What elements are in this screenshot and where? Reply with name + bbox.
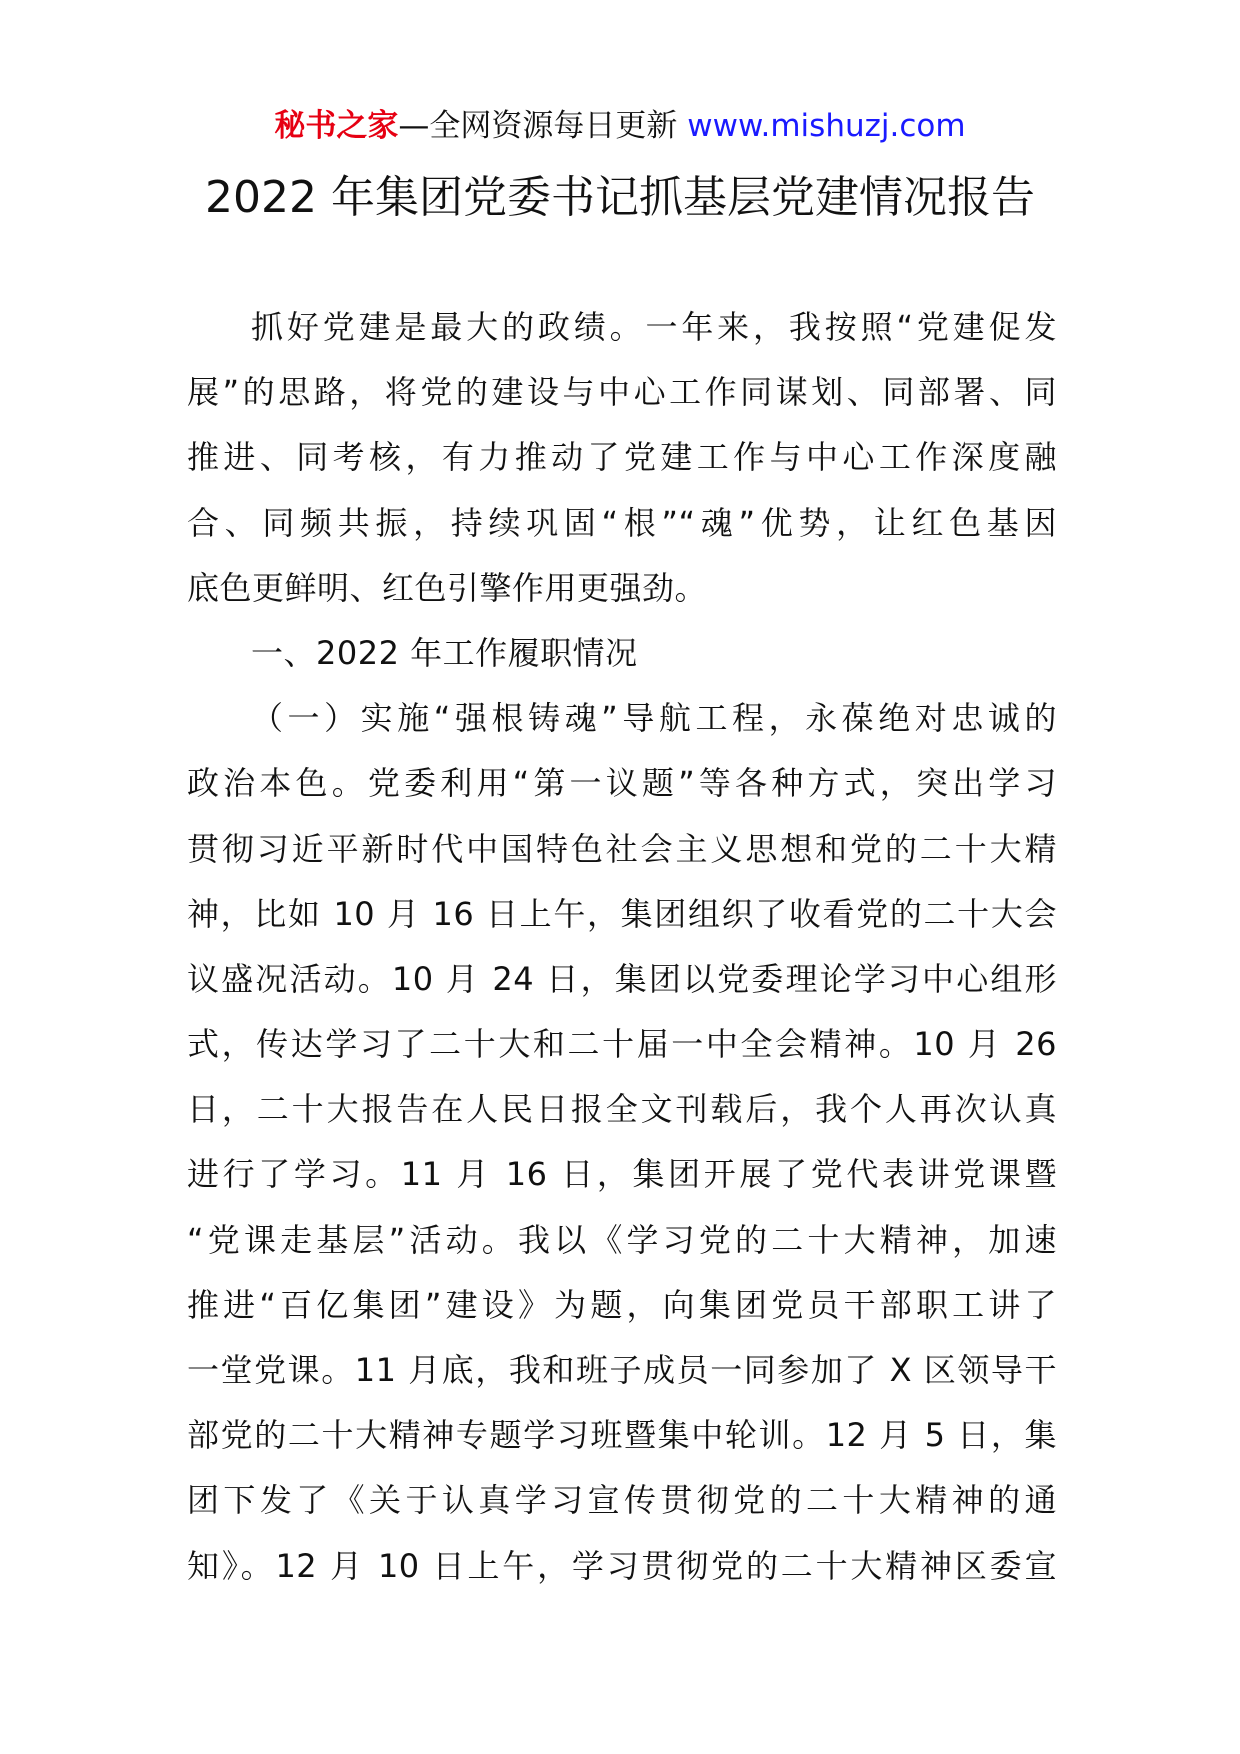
paragraph-line: 政治本色。党委利用“第一议题”等各种方式，突出学习: [187, 764, 1057, 803]
document-body: [187, 295, 1057, 1599]
document-title: 2022 年集团党委书记抓基层党建情况报告: [205, 172, 1035, 223]
paragraph-line: 部党的二十大精神专题学习班暨集中轮训。12 月 5 日，集: [187, 1416, 1057, 1455]
paragraph-line: 合、同频共振，持续巩固“根”“魂”优势，让红色基因: [187, 503, 1057, 542]
paragraph-line: 团下发了《关于认真学习宣传贯彻党的二十大精神的通: [187, 1481, 1057, 1520]
paragraph-line: 推进“百亿集团”建设》为题，向集团党员干部职工讲了: [187, 1285, 1057, 1324]
paragraph-line: 议盛况活动。10 月 24 日，集团以党委理论学习中心组形: [187, 959, 1057, 998]
site-tagline: —全网资源每日更新: [398, 108, 688, 144]
site-header: [0, 104, 1240, 148]
site-url-link[interactable]: www.mishuzj.com: [687, 108, 966, 144]
paragraph-line: 知》。12 月 10 日上午，学习贯彻党的二十大精神区委宣: [187, 1546, 1057, 1585]
paragraph-line: 神，比如 10 月 16 日上午，集团组织了收看党的二十大会: [187, 894, 1057, 933]
site-brand: 秘书之家: [274, 108, 399, 144]
paragraph-line: （一）实施“强根铸魂”导航工程，永葆绝对忠诚的: [251, 699, 1057, 738]
paragraph-line: “党课走基层”活动。我以《学习党的二十大精神，加速: [187, 1220, 1057, 1259]
paragraph-line: 贯彻习近平新时代中国特色社会主义思想和党的二十大精: [187, 829, 1057, 868]
paragraph-line: 一堂党课。11 月底，我和班子成员一同参加了 X 区领导干: [187, 1351, 1057, 1389]
paragraph-line: 进行了学习。11 月 16 日，集团开展了党代表讲党课暨: [187, 1155, 1057, 1194]
paragraph-line: 式，传达学习了二十大和二十届一中全会精神。10 月 26: [187, 1025, 1057, 1064]
paragraph-line: 推进、同考核，有力推动了党建工作与中心工作深度融: [187, 438, 1057, 477]
section-heading: 一、2022 年工作履职情况: [251, 633, 638, 672]
paragraph-line: 展”的思路，将党的建设与中心工作同谋划、同部署、同: [187, 373, 1057, 412]
paragraph-line: 抓好党建是最大的政绩。一年来，我按照“党建促发: [251, 308, 1057, 346]
paragraph-line: 底色更鲜明、红色引擎作用更强劲。: [187, 568, 708, 607]
paragraph-line: 日，二十大报告在人民日报全文刊载后，我个人再次认真: [187, 1090, 1057, 1129]
